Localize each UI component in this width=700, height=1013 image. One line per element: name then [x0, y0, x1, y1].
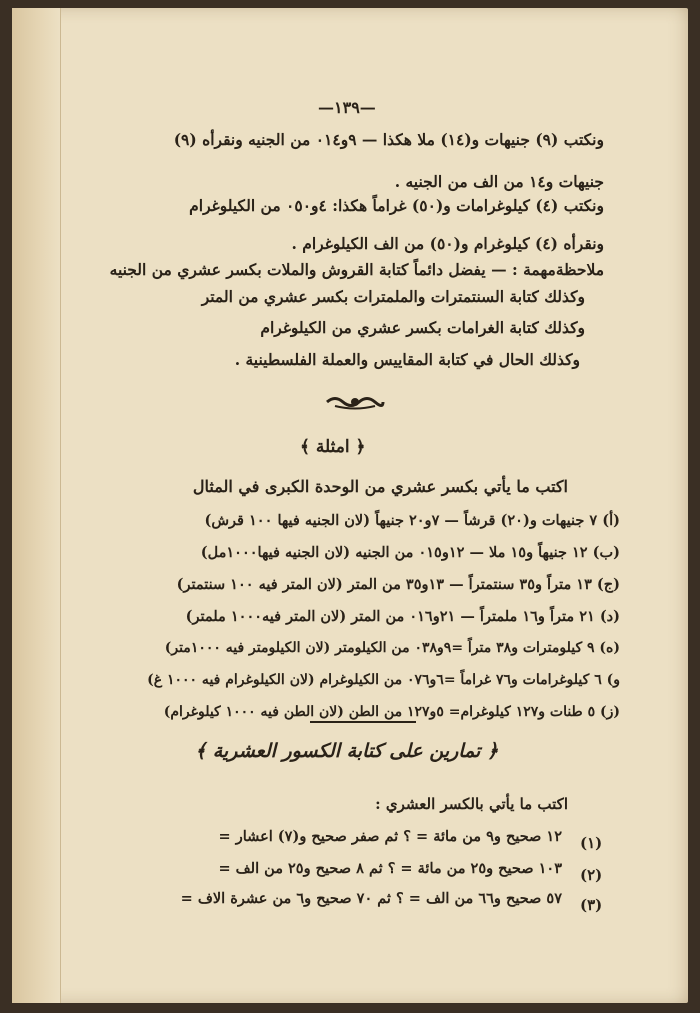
examples-heading: ﴿ امثلة ﴾ [300, 437, 366, 457]
example-line: (ز) ٥ طنات و١٢٧ كيلوغرام= ٥و١٢٧ من الطن (لان الطن فيه ١٠٠٠ كيلوغرام) [163, 704, 620, 720]
exercise-number: (١) [580, 834, 603, 852]
example-line: (أ) ٧ جنيهات و(٢٠) قرشاً — ٧و٢٠ جنيهاً (لان الجنيه فيها ١٠٠ قرش) [204, 512, 620, 529]
page-gutter [12, 8, 61, 1003]
exercise-text: ١٠٣ صحيح و٢٥ من مائة = ؟ ثم ٨ صحيح و٢٥ من الف = [218, 860, 562, 877]
example-line: (د) ٢١ متراً و١٦ ملمتراً — ٢١و٠١٦ من المتر (لان المتر فيه١٠٠٠ ملمتر) [185, 608, 620, 625]
exercise-number: (٢) [580, 866, 603, 884]
paragraph-line: ونكتب (٩) جنيهات و(١٤) ملا هكذا — ٩و٠١٤ من الجنيه ونقرأه (٩) [173, 130, 604, 149]
exercises-instruction: اكتب ما يأتي بالكسر العشري : [375, 795, 568, 813]
page-number: —١٣٩— [318, 98, 376, 117]
example-line: و) ٦ كيلوغرامات و٧٦ غراماً =٦و٠٧٦ من الكيلوغرام (لان الكيلوغرام فيه ١٠٠٠ غ) [147, 672, 620, 688]
paragraph-line: ونقرأه (٤) كيلوغرام و(٥٠) من الف الكيلوغرام . [291, 234, 604, 253]
note-line: وكذلك الحال في كتابة المقاييس والعملة الفلسطينية . [234, 350, 580, 369]
exercise-text: ١٢ صحيح و٩ من مائة = ؟ ثم صفر صحيح و(٧) اعشار = [218, 828, 562, 845]
example-line: (ج) ١٣ متراً و٣٥ سنتمتراً — ١٣و٣٥ من المتر (لان المتر فيه ١٠٠ سنتمتر) [176, 576, 620, 593]
exercise-number: (٣) [580, 896, 603, 914]
paragraph-line: جنيهات و١٤ من الف من الجنيه . [394, 172, 604, 191]
note-line: وكذلك كتابة الغرامات بكسر عشري من الكيلوغرام [260, 318, 585, 337]
book-page [12, 8, 688, 1003]
examples-instruction: اكتب ما يأتي بكسر عشري من الوحدة الكبرى في المثال [192, 477, 568, 496]
exercise-text: ٥٧ صحيح و٦٦ من الف = ؟ ثم ٧٠ صحيح و٦ من عشرة الاف = [180, 890, 562, 907]
note-line: وكذلك كتابة السنتمترات والملمترات بكسر عشري من المتر [201, 287, 585, 306]
example-line: (ب) ١٢ جنيهاً و١٥ ملا — ١٢و٠١٥ من الجنيه (لان الجنيه فيها١٠٠٠مل) [200, 544, 620, 561]
exercises-heading: ﴿ تمارين على كتابة الكسور العشرية ﴾ [195, 740, 499, 762]
ornament-divider [325, 393, 385, 411]
note-line: ملاحظةمهمة : — يفضل دائماً كتابة القروش والملات بكسر عشري من الجنيه [109, 260, 604, 279]
paragraph-line: ونكتب (٤) كيلوغرامات و(٥٠) غراماً هكذا: ٤و٠٥٠ من الكيلوغرام [189, 196, 604, 215]
section-rule [310, 721, 416, 723]
example-line: (ه) ٩ كيلومترات و٣٨ متراً =٩و٠٣٨ من الكيلومتر (لان الكيلومتر فيه ١٠٠٠متر) [164, 640, 620, 656]
